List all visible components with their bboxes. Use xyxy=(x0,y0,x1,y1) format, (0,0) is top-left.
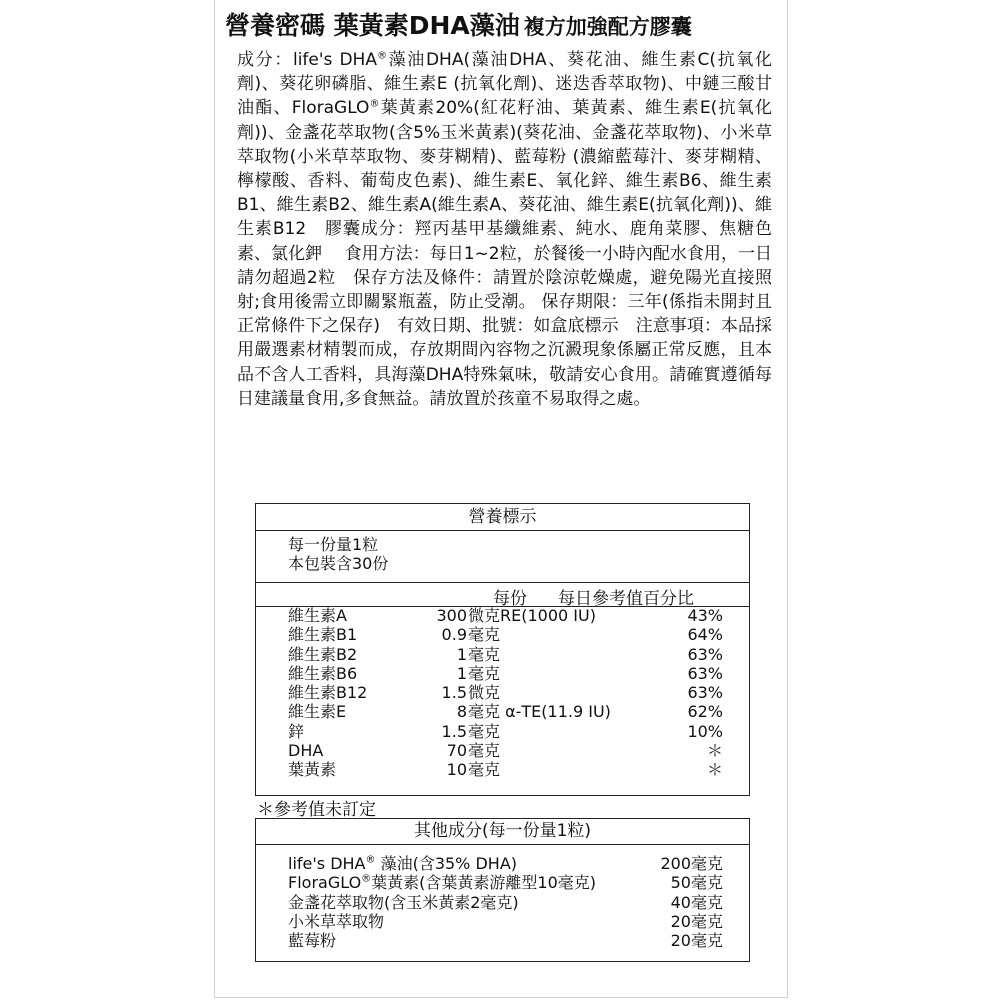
table-row xyxy=(256,931,749,950)
table-row xyxy=(256,912,749,931)
nutrient-daily-percent: 63% xyxy=(687,683,723,703)
ingredient-amount: 50毫克 xyxy=(670,873,723,893)
registered-mark: ® xyxy=(365,854,376,866)
nutrient-daily-percent: ＊ xyxy=(706,760,723,780)
table-row xyxy=(256,645,749,664)
ingredient-name-detail: 葉黃素(含葉黃素游離型10毫克) xyxy=(371,873,597,893)
nutrient-amount: 1.5 xyxy=(441,721,467,741)
table-row xyxy=(256,683,749,702)
product-title-main: 營養密碼 葉黃素DHA藻油 xyxy=(225,11,520,40)
nutrition-heading: 營養標示 xyxy=(256,504,749,531)
ingredient-name xyxy=(288,893,519,912)
ingredient-name xyxy=(288,873,596,892)
nutrition-column-headers xyxy=(256,583,749,607)
nutrient-daily-percent: ＊ xyxy=(706,741,723,761)
nutrient-daily-percent: 43% xyxy=(687,606,723,625)
nutrient-unit: 毫克 xyxy=(468,721,501,741)
nutrient-daily-percent: 63% xyxy=(687,663,723,683)
ingredient-name-text: FloraGLO xyxy=(288,873,362,893)
footnote: ＊參考值未訂定 xyxy=(257,800,376,820)
nutrient-unit: 微克RE(1000 IU) xyxy=(468,606,596,625)
nutrient-name: DHA xyxy=(288,741,324,761)
nutrient-amount: 1 xyxy=(456,663,467,683)
nutrient-amount: 0.9 xyxy=(441,625,467,645)
table-row xyxy=(256,702,749,721)
nutrient-unit: 毫克 xyxy=(468,644,501,664)
nutrient-name: 維生素E xyxy=(288,702,347,722)
table-row xyxy=(256,625,749,644)
nutrient-name: 鋅 xyxy=(288,721,305,741)
nutrient-unit: 毫克 xyxy=(468,625,501,645)
table-row xyxy=(256,760,749,779)
ingredients-part-1: 成分：life's DHA xyxy=(237,50,377,70)
table-row xyxy=(256,606,749,625)
nutrient-name: 維生素B2 xyxy=(288,644,358,664)
nutrition-facts-table xyxy=(255,503,750,796)
nutrient-unit: 毫克 xyxy=(468,760,501,780)
table-row xyxy=(256,741,749,760)
nutrient-name: 維生素B12 xyxy=(288,683,368,703)
nutrient-amount: 1.5 xyxy=(441,683,467,703)
nutrient-amount: 8 xyxy=(456,702,467,722)
registered-mark: ® xyxy=(361,873,372,885)
product-label-sheet xyxy=(214,0,788,998)
nutrition-rows xyxy=(256,606,749,780)
ingredient-name-text: 小米草萃取物 xyxy=(288,911,385,931)
serving-info xyxy=(256,531,749,583)
nutrient-name: 維生素B1 xyxy=(288,625,358,645)
table-row xyxy=(256,873,749,892)
nutrient-unit: 毫克 α-TE(11.9 IU) xyxy=(468,702,611,722)
table-row xyxy=(256,893,749,912)
nutrient-daily-percent: 64% xyxy=(687,625,723,645)
nutrient-amount: 300 xyxy=(436,606,467,625)
ingredient-amount: 200毫克 xyxy=(660,854,723,873)
ingredients-part-3: 葉黃素20%(紅花籽油、葉黃素、維生素E(抗氧化劑))、金盞花萃取物(含5%玉米黃素)(葵花油、金盞花萃取物)、小米草萃取物(小米草萃取物、麥芽糊精)、藍莓粉 (濃縮藍莓汁、麥芽糊精、檸檬酸、香料、葡萄皮色素)、維生素E、氧化鋅、維生素B6、維生素B1、維生素B2、維生素A(維生素A、葵花油、維生素E(抗氧化劑))、維生素B12 膠囊成分：羥丙基甲基纖維素、純水、鹿角菜膠、焦糖色素、氯化鉀 食用方法：每日1~2粒，於餐後一小時內配水食用，一日請勿超過2粒 保存方法及條件：請置於陰涼乾燥處，避免陽光直接照射;食用後需立即關緊瓶蓋，防止受潮。 保存期限：三年(係指未開封且正常條件下之保存) 有效日期、批號：如盒底標示 注意事項：本品採用嚴選素材精製而成，存放期間內容物之沉澱現象係屬正常反應，且本品不含人工香料，具海藻DHA特殊氣味，敬請安心食用。請確實遵循每日建議量食用,多食無益。請放置於孩童不易取得之處。 xyxy=(237,98,772,409)
nutrient-amount: 70 xyxy=(446,741,467,761)
ingredient-name-text: 藍莓粉 xyxy=(288,931,337,951)
registered-mark: ® xyxy=(369,98,380,110)
nutrient-daily-percent: 10% xyxy=(687,721,723,741)
serving-size: 每一份量1粒 xyxy=(288,535,379,554)
ingredient-amount: 20毫克 xyxy=(670,931,723,951)
servings-per-package: 本包裝含30份 xyxy=(288,554,389,573)
table-row xyxy=(256,854,749,873)
per-serving-header: 每份 xyxy=(493,589,527,609)
nutrient-daily-percent: 63% xyxy=(687,644,723,664)
product-title-sub: 複方加強配方膠囊 xyxy=(523,15,692,39)
ingredient-name-detail: 藻油(含35% DHA) xyxy=(375,854,518,873)
registered-mark: ® xyxy=(376,50,387,62)
nutrient-name: 維生素A xyxy=(288,606,347,625)
table-row xyxy=(256,664,749,683)
table-row xyxy=(256,722,749,741)
other-ingredients-table xyxy=(255,818,750,962)
ingredient-name-text: life's DHA xyxy=(288,854,366,873)
nutrient-unit: 微克 xyxy=(468,683,501,703)
ingredient-name xyxy=(288,912,384,931)
nutrient-name: 維生素B6 xyxy=(288,663,358,683)
daily-value-header: 每日參考值百分比 xyxy=(558,589,694,609)
other-ingredients-heading: 其他成分(每一份量1粒) xyxy=(256,819,749,845)
nutrient-amount: 1 xyxy=(456,644,467,664)
ingredient-name xyxy=(288,931,336,950)
nutrient-unit: 毫克 xyxy=(468,741,501,761)
nutrient-unit: 毫克 xyxy=(468,663,501,683)
ingredient-amount: 40毫克 xyxy=(670,892,723,912)
ingredients-paragraph xyxy=(237,48,772,411)
ingredient-name-text: 金盞花萃取物(含玉米黃素2毫克) xyxy=(288,892,519,912)
nutrient-amount: 10 xyxy=(446,760,467,780)
nutrient-name: 葉黃素 xyxy=(288,760,337,780)
other-ingredients-rows xyxy=(256,854,749,950)
ingredients-part-2: 藻油DHA(藻油DHA、葵花油、維生素C(抗氧化劑)、葵花卵磷脂、維生素E (抗氧化劑)、迷迭香萃取物)、中鏈三酸甘油酯、FloraGLO xyxy=(237,50,773,119)
nutrient-daily-percent: 62% xyxy=(687,702,723,722)
product-title xyxy=(225,6,781,42)
ingredient-amount: 20毫克 xyxy=(670,911,723,931)
ingredient-name xyxy=(288,854,517,873)
